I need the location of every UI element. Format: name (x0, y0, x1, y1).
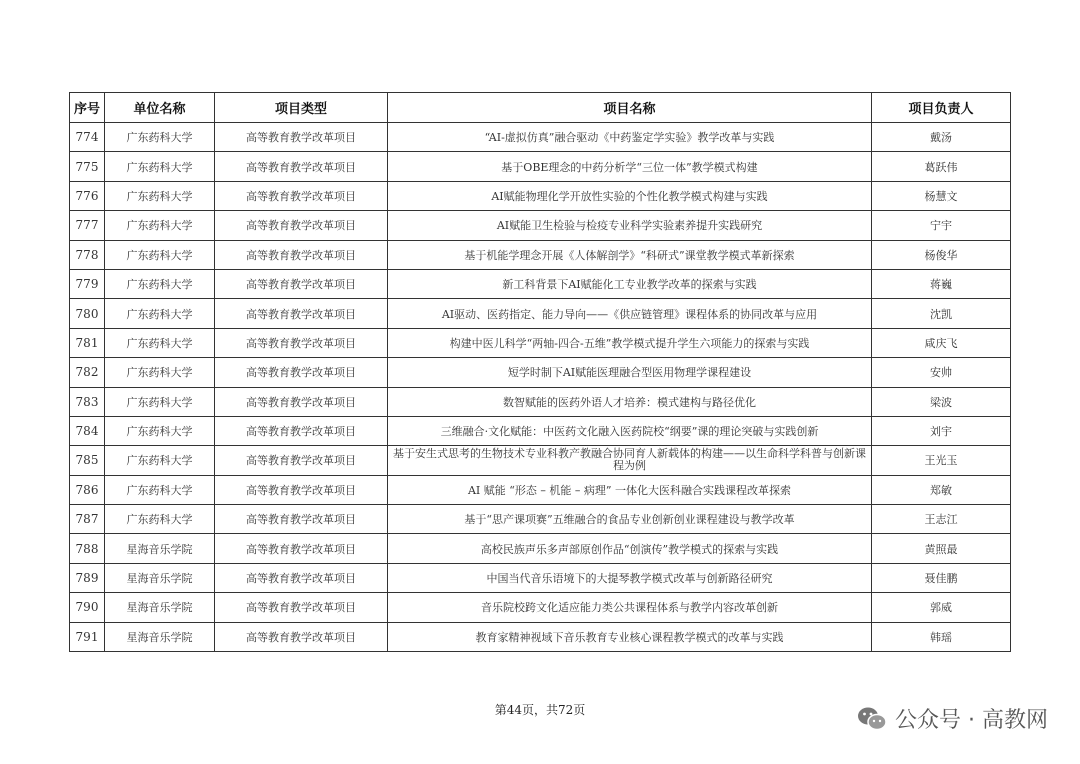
cell-serial: 778 (70, 240, 105, 269)
cell-project-name: AI驱动、医药指定、能力导向——《供应链管理》课程体系的协同改革与应用 (388, 299, 872, 328)
page-number: 第44页，共72页 (494, 703, 586, 717)
table-row (70, 211, 1011, 240)
cell-serial: 785 (70, 446, 105, 475)
cell-type: 高等教育教学改革项目 (215, 416, 388, 445)
cell-unit: 广东药科大学 (105, 416, 215, 445)
cell-serial: 789 (70, 563, 105, 592)
cell-serial: 779 (70, 269, 105, 298)
table-header-row (70, 93, 1011, 123)
cell-project-name: 高校民族声乐多声部原创作品“创演传”教学模式的探索与实践 (388, 534, 872, 563)
table-row (70, 505, 1011, 534)
cell-unit: 广东药科大学 (105, 358, 215, 387)
cell-project-name: AI 赋能 “形态 – 机能 – 病理” 一体化大医科融合实践课程改革探索 (388, 475, 872, 504)
cell-type: 高等教育教学改革项目 (215, 358, 388, 387)
header-unit: 单位名称 (105, 93, 215, 123)
cell-type: 高等教育教学改革项目 (215, 475, 388, 504)
cell-leader: 刘宇 (872, 416, 1011, 445)
table-row (70, 622, 1011, 651)
cell-unit: 广东药科大学 (105, 181, 215, 210)
project-table (69, 92, 1011, 652)
cell-serial: 788 (70, 534, 105, 563)
table-row (70, 563, 1011, 592)
cell-leader: 黄照最 (872, 534, 1011, 563)
cell-type: 高等教育教学改革项目 (215, 152, 388, 181)
cell-serial: 782 (70, 358, 105, 387)
cell-project-name: 基于“思产课项赛”五维融合的食品专业创新创业课程建设与教学改革 (388, 505, 872, 534)
cell-unit: 广东药科大学 (105, 240, 215, 269)
cell-type: 高等教育教学改革项目 (215, 328, 388, 357)
cell-type: 高等教育教学改革项目 (215, 240, 388, 269)
cell-unit: 广东药科大学 (105, 387, 215, 416)
table-row (70, 387, 1011, 416)
cell-serial: 776 (70, 181, 105, 210)
cell-leader: 葛跃伟 (872, 152, 1011, 181)
header-leader: 项目负责人 (872, 93, 1011, 123)
cell-type: 高等教育教学改革项目 (215, 269, 388, 298)
cell-serial: 791 (70, 622, 105, 651)
cell-type: 高等教育教学改革项目 (215, 534, 388, 563)
cell-leader: 王志江 (872, 505, 1011, 534)
cell-unit: 广东药科大学 (105, 446, 215, 475)
cell-type: 高等教育教学改革项目 (215, 181, 388, 210)
cell-serial: 783 (70, 387, 105, 416)
table-row (70, 416, 1011, 445)
table-row (70, 593, 1011, 622)
cell-type: 高等教育教学改革项目 (215, 446, 388, 475)
watermark-text: 公众号 · 高教网 (895, 708, 1048, 733)
cell-leader: 宁宇 (872, 211, 1011, 240)
cell-project-name: AI赋能物理化学开放性实验的个性化教学模式构建与实践 (388, 181, 872, 210)
cell-leader: 沈凯 (872, 299, 1011, 328)
cell-leader: 咸庆飞 (872, 328, 1011, 357)
cell-unit: 广东药科大学 (105, 211, 215, 240)
table-row (70, 269, 1011, 298)
table-row (70, 475, 1011, 504)
cell-project-name: “AI-虚拟仿真”融合驱动《中药鉴定学实验》教学改革与实践 (388, 123, 872, 152)
cell-project-name: 新工科背景下AI赋能化工专业教学改革的探索与实践 (388, 269, 872, 298)
cell-project-name: 基于安生式思考的生物技术专业科教产教融合协同育人新载体的构建——以生命科学科普与创新课程为例 (388, 446, 872, 475)
cell-unit: 广东药科大学 (105, 505, 215, 534)
header-project-name: 项目名称 (388, 93, 872, 123)
cell-unit: 广东药科大学 (105, 475, 215, 504)
cell-unit: 广东药科大学 (105, 123, 215, 152)
cell-project-name: 基于机能学理念开展《人体解剖学》“科研式”课堂教学模式革新探索 (388, 240, 872, 269)
table-row (70, 446, 1011, 475)
cell-unit: 星海音乐学院 (105, 534, 215, 563)
cell-leader: 安帅 (872, 358, 1011, 387)
table-row (70, 240, 1011, 269)
cell-serial: 790 (70, 593, 105, 622)
header-type: 项目类型 (215, 93, 388, 123)
cell-leader: 郭威 (872, 593, 1011, 622)
cell-type: 高等教育教学改革项目 (215, 505, 388, 534)
cell-unit: 星海音乐学院 (105, 593, 215, 622)
cell-leader: 杨慧文 (872, 181, 1011, 210)
table-row (70, 152, 1011, 181)
cell-type: 高等教育教学改革项目 (215, 299, 388, 328)
table-row (70, 358, 1011, 387)
table-row (70, 299, 1011, 328)
header-serial: 序号 (70, 93, 105, 123)
cell-leader: 聂佳鹏 (872, 563, 1011, 592)
cell-project-name: 教育家精神视域下音乐教育专业核心课程教学模式的改革与实践 (388, 622, 872, 651)
cell-serial: 781 (70, 328, 105, 357)
table-row (70, 123, 1011, 152)
cell-leader: 戴汤 (872, 123, 1011, 152)
cell-project-name: 中国当代音乐语境下的大提琴教学模式改革与创新路径研究 (388, 563, 872, 592)
cell-type: 高等教育教学改革项目 (215, 563, 388, 592)
cell-serial: 775 (70, 152, 105, 181)
cell-unit: 广东药科大学 (105, 299, 215, 328)
table-body (70, 123, 1011, 652)
cell-leader: 王光玉 (872, 446, 1011, 475)
cell-serial: 787 (70, 505, 105, 534)
cell-serial: 786 (70, 475, 105, 504)
cell-project-name: 构建中医儿科学“两轴-四合-五维”教学模式提升学生六项能力的探索与实践 (388, 328, 872, 357)
cell-type: 高等教育教学改革项目 (215, 387, 388, 416)
cell-serial: 784 (70, 416, 105, 445)
cell-unit: 广东药科大学 (105, 152, 215, 181)
cell-leader: 郑敏 (872, 475, 1011, 504)
cell-serial: 777 (70, 211, 105, 240)
cell-leader: 杨俊华 (872, 240, 1011, 269)
cell-project-name: 数智赋能的医药外语人才培养：模式建构与路径优化 (388, 387, 872, 416)
cell-unit: 广东药科大学 (105, 328, 215, 357)
watermark (857, 703, 1048, 734)
cell-type: 高等教育教学改革项目 (215, 123, 388, 152)
cell-project-name: 基于OBE理念的中药分析学“三位一体”教学模式构建 (388, 152, 872, 181)
cell-unit: 星海音乐学院 (105, 563, 215, 592)
wechat-icon (857, 706, 887, 732)
cell-leader: 梁波 (872, 387, 1011, 416)
cell-unit: 广东药科大学 (105, 269, 215, 298)
cell-project-name: AI赋能卫生检验与检疫专业科学实验素养提升实践研究 (388, 211, 872, 240)
cell-project-name: 音乐院校跨文化适应能力类公共课程体系与教学内容改革创新 (388, 593, 872, 622)
cell-serial: 774 (70, 123, 105, 152)
table-row (70, 181, 1011, 210)
cell-type: 高等教育教学改革项目 (215, 622, 388, 651)
cell-type: 高等教育教学改革项目 (215, 593, 388, 622)
cell-project-name: 三维融合·文化赋能：中医药文化融入医药院校“纲要”课的理论突破与实践创新 (388, 416, 872, 445)
cell-unit: 星海音乐学院 (105, 622, 215, 651)
cell-project-name: 短学时制下AI赋能医理融合型医用物理学课程建设 (388, 358, 872, 387)
cell-serial: 780 (70, 299, 105, 328)
table-row (70, 534, 1011, 563)
cell-leader: 蒋巍 (872, 269, 1011, 298)
cell-type: 高等教育教学改革项目 (215, 211, 388, 240)
cell-leader: 韩瑶 (872, 622, 1011, 651)
table-row (70, 328, 1011, 357)
